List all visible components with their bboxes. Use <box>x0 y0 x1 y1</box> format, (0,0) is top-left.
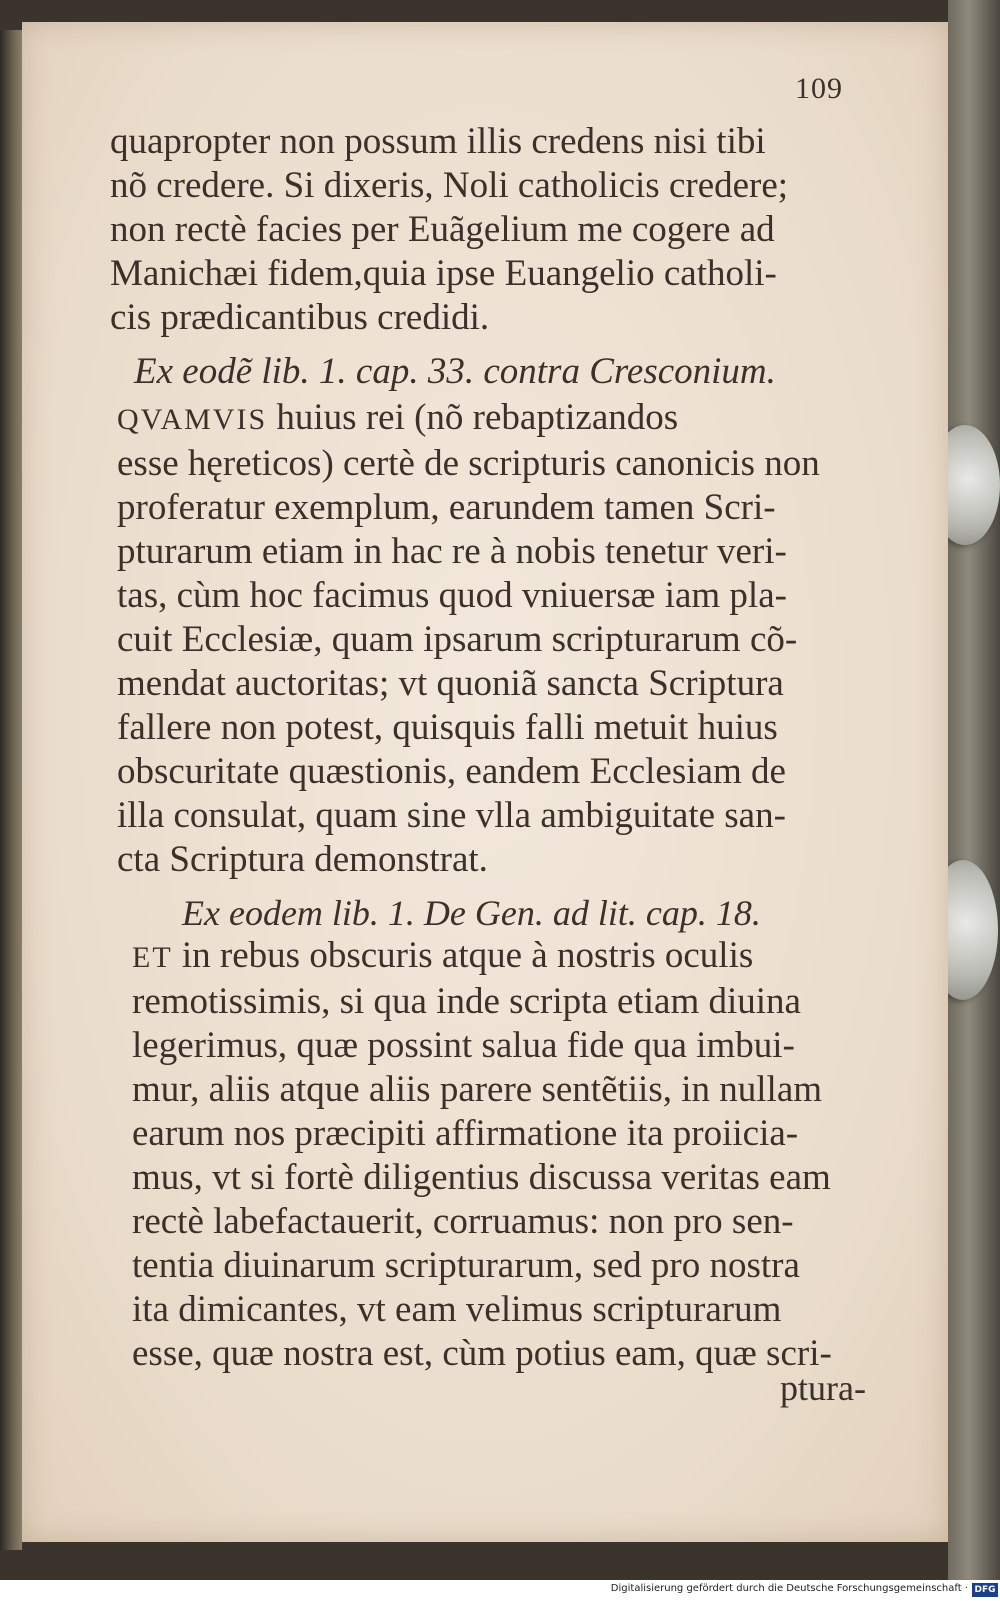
section-heading-2: Ex eodem lib. 1. De Gen. ad lit. cap. 18. <box>182 893 761 933</box>
text-line: proferatur exemplum, earundem tamen Scri- <box>117 487 776 528</box>
text-line: mus, vt si fortè diligentius discussa veritas eam <box>132 1157 831 1198</box>
page-stack-edge <box>0 30 22 1550</box>
text-line: esse, quæ nostra est, cùm potius eam, quæ scri- <box>132 1333 832 1374</box>
text-line: rectè labefactauerit, corruamus: non pro sen- <box>132 1201 794 1242</box>
catchword: ptura- <box>780 1368 866 1408</box>
text-line: cuit Ecclesiæ, quam ipsarum scripturarum cõ- <box>117 619 798 660</box>
text-line: non rectè facies per Euãgelium me cogere ad <box>110 209 775 250</box>
text-line: esse hęreticos) certè de scripturis canonicis non <box>117 443 820 484</box>
text-line: cta Scriptura demonstrat. <box>117 839 488 880</box>
text-line: illa consulat, quam sine vlla ambiguitate san- <box>117 795 786 836</box>
text-line: Manichæi fidem,quia ipse Euangelio catholi- <box>110 253 777 294</box>
text-line: pturarum etiam in hac re à nobis tenetur veri- <box>117 531 787 572</box>
section-heading-1: Ex eodẽ lib. 1. cap. 33. contra Cresconium. <box>134 351 776 392</box>
footer-credit: Digitalisierung gefördert durch die Deutsche Forschungsgemeinschaft · <box>610 1583 968 1594</box>
book-page <box>22 22 948 1542</box>
text-line: earum nos præcipiti affirmatione ita proiicia- <box>132 1113 799 1154</box>
initial-word: QVAMVIS <box>117 403 268 436</box>
text-line: cis prædicantibus credidi. <box>110 297 490 338</box>
text-line: nõ credere. Si dixeris, Noli catholicis credere; <box>110 165 789 206</box>
text-line: obscuritate quæstionis, eandem Ecclesiam de <box>117 751 786 792</box>
text-line: mendat auctoritas; vt quoniã sancta Scriptura <box>117 663 784 704</box>
digitization-footer <box>0 1580 1000 1601</box>
book-cover-edge <box>948 0 1000 1580</box>
text-line <box>132 934 892 980</box>
page-number: 109 <box>795 72 843 105</box>
text-line-rest: huius rei (nõ rebaptizandos <box>267 397 679 438</box>
dfg-logo-icon: DFG <box>972 1583 998 1597</box>
paragraph-2 <box>117 396 877 882</box>
text-line: legerimus, quæ possint salua fide qua imbui- <box>132 1025 795 1066</box>
text-line: fallere non potest, quisquis falli metuit huius <box>117 707 778 748</box>
initial-word: ET <box>132 941 173 974</box>
paragraph-1 <box>110 120 870 340</box>
text-line: mur, aliis atque aliis parere sentẽtiis, in nullam <box>132 1069 823 1110</box>
text-line: tentia diuinarum scripturarum, sed pro nostra <box>132 1245 800 1286</box>
text-line: ita dimicantes, vt eam velimus scripturarum <box>132 1289 782 1330</box>
text-line: tas, cùm hoc facimus quod vniuersæ iam pla- <box>117 575 787 616</box>
paragraph-3 <box>132 934 892 1376</box>
text-line: quapropter non possum illis credens nisi tibi <box>110 121 766 162</box>
text-line: remotissimis, si qua inde scripta etiam diuina <box>132 981 801 1022</box>
text-line <box>117 396 877 442</box>
text-line-rest: in rebus obscuris atque à nostris oculis <box>172 935 754 976</box>
